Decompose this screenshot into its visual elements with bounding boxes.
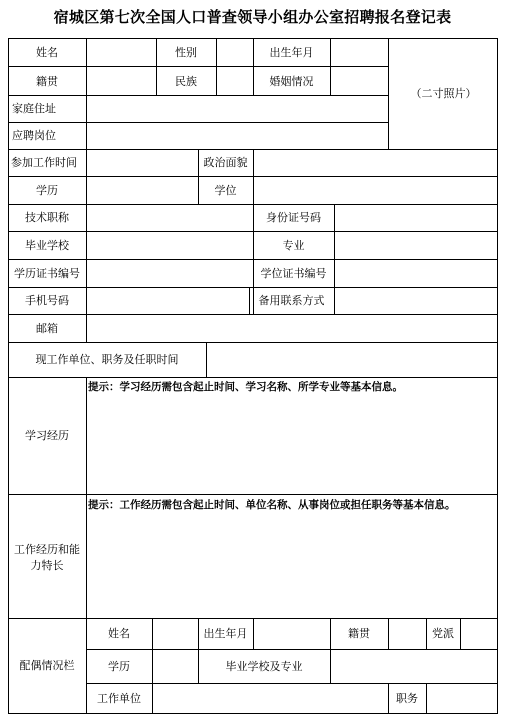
major-field[interactable]	[335, 232, 497, 259]
work-history-hint: 提示：工作经历需包含起止时间、单位名称、从事岗位或担任职务等基本信息。	[88, 499, 456, 511]
spouse-party-field[interactable]	[461, 619, 497, 649]
registration-form	[8, 38, 498, 714]
form-title: 宿城区第七次全国人口普查领导小组办公室招聘报名登记表	[53, 8, 452, 26]
label-backup-contact: 备用联系方式	[258, 294, 325, 307]
marital-field[interactable]	[331, 67, 388, 95]
backup-contact-field[interactable]	[335, 288, 497, 314]
label-study-history: 学习经历	[25, 429, 69, 442]
political-field[interactable]	[254, 150, 497, 176]
spouse-work-field[interactable]	[153, 684, 388, 713]
label-id-number: 身份证号码	[266, 211, 321, 224]
label-spouse-name: 姓名	[108, 627, 130, 640]
phone-field[interactable]	[87, 288, 249, 314]
label-address: 家庭住址	[12, 102, 56, 115]
label-work-history-line1: 工作经历和能	[14, 543, 80, 556]
label-current-job: 现工作单位、职务及任职时间	[35, 353, 179, 366]
degree-field[interactable]	[254, 177, 497, 204]
label-school: 毕业学校	[25, 239, 69, 252]
label-position: 应聘岗位	[12, 129, 56, 142]
label-spouse-education: 学历	[108, 660, 130, 673]
work-history-field[interactable]	[87, 514, 497, 618]
label-spouse: 配偶情况栏	[19, 659, 75, 672]
label-major: 专业	[282, 239, 305, 252]
work-start-field[interactable]	[87, 150, 198, 176]
photo-placeholder: （二寸照片）	[410, 87, 477, 100]
label-edu-cert: 学历证书编号	[14, 267, 80, 280]
label-spouse-work: 工作单位	[97, 692, 141, 705]
education-field[interactable]	[87, 177, 198, 204]
label-gender: 性别	[175, 46, 197, 59]
label-name: 姓名	[36, 46, 58, 59]
spouse-name-field[interactable]	[153, 619, 198, 649]
degree-cert-field[interactable]	[335, 260, 497, 287]
gender-field[interactable]	[217, 39, 253, 66]
tech-title-field[interactable]	[87, 205, 253, 231]
label-education: 学历	[36, 184, 58, 197]
label-degree-cert: 学位证书编号	[260, 267, 327, 280]
id-number-field[interactable]	[335, 205, 497, 231]
address-field[interactable]	[87, 96, 388, 122]
birth-field[interactable]	[331, 39, 388, 66]
study-history-hint: 提示：学习经历需包含起止时间、学习名称、所学专业等基本信息。	[88, 381, 403, 393]
edu-cert-field[interactable]	[87, 260, 253, 287]
native-place-field[interactable]	[87, 67, 156, 95]
name-field[interactable]	[87, 39, 156, 66]
email-field[interactable]	[87, 315, 497, 342]
label-birth: 出生年月	[269, 46, 314, 59]
label-native-place: 籍贯	[36, 75, 58, 88]
label-phone: 手机号码	[25, 294, 69, 307]
label-spouse-party: 党派	[432, 627, 454, 640]
label-ethnicity: 民族	[175, 75, 197, 88]
spouse-birth-field[interactable]	[254, 619, 330, 649]
spouse-duty-field[interactable]	[427, 684, 497, 713]
position-field[interactable]	[87, 123, 388, 149]
label-email: 邮箱	[36, 322, 58, 335]
current-job-field[interactable]	[207, 343, 497, 377]
label-degree: 学位	[214, 184, 237, 197]
label-work-history-line2: 力特长	[30, 559, 64, 572]
label-spouse-duty: 职务	[396, 692, 418, 705]
school-field[interactable]	[87, 232, 253, 259]
study-history-field[interactable]	[87, 396, 497, 494]
label-spouse-birth: 出生年月	[203, 627, 248, 640]
spouse-education-field[interactable]	[153, 650, 198, 683]
label-tech-title: 技术职称	[25, 211, 69, 224]
label-political: 政治面貌	[203, 156, 248, 169]
ethnicity-field[interactable]	[217, 67, 253, 95]
spouse-school-field[interactable]	[331, 650, 497, 683]
label-work-start: 参加工作时间	[11, 156, 77, 169]
spouse-native-field[interactable]	[389, 619, 426, 649]
label-spouse-native: 籍贯	[348, 627, 370, 640]
label-spouse-school: 毕业学校及专业	[225, 660, 303, 673]
label-marital: 婚姻情况	[269, 75, 314, 88]
